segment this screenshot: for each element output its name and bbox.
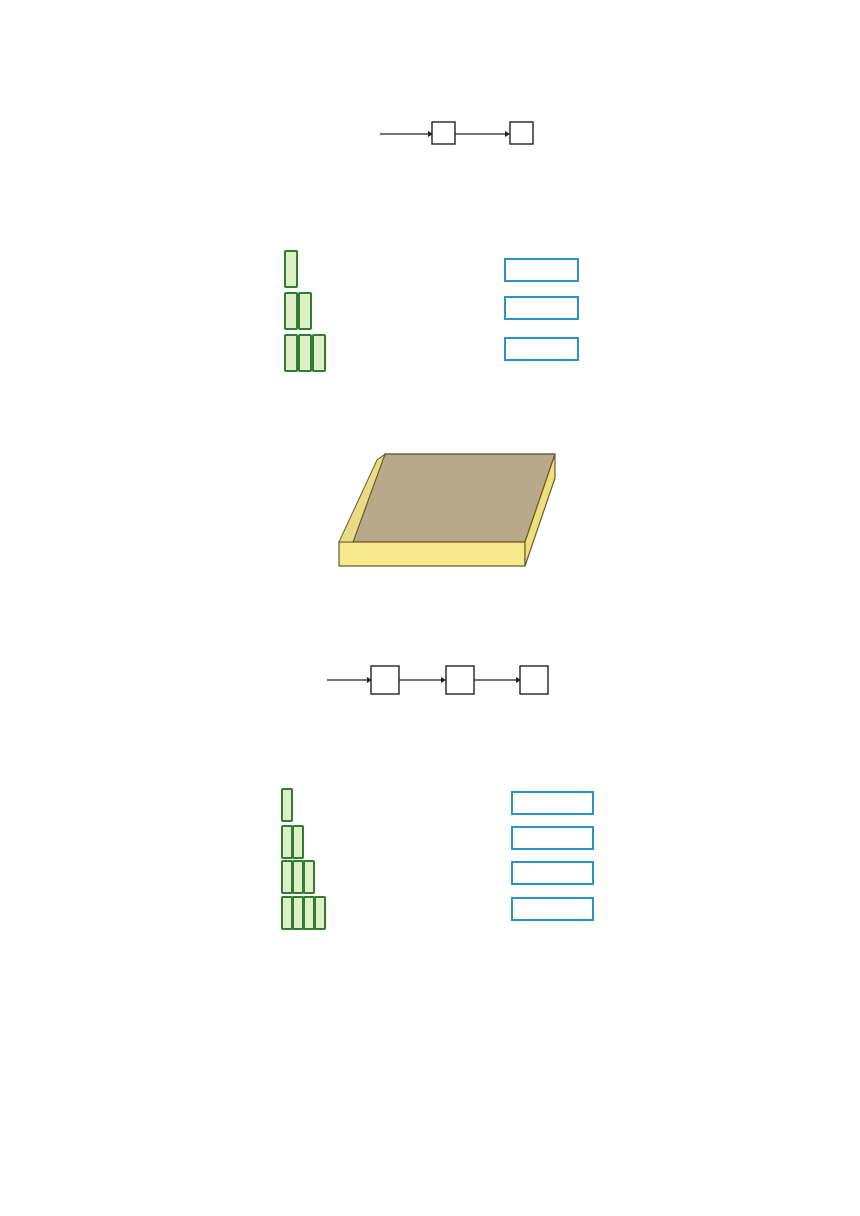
add-four-sequence-diagram xyxy=(305,656,560,700)
balloon-sequence-diagram xyxy=(330,112,570,172)
answer-box[interactable] xyxy=(446,666,474,694)
bead-column xyxy=(284,250,298,288)
rhyme-box xyxy=(504,296,579,320)
bead-column xyxy=(292,825,304,859)
bead-column xyxy=(298,334,312,372)
rhyme-box xyxy=(511,791,594,815)
rhyme-box xyxy=(504,258,579,282)
bead-column xyxy=(284,292,298,330)
rhyme-box xyxy=(511,826,594,850)
rhyme-box xyxy=(511,861,594,885)
bead-column xyxy=(298,292,312,330)
bead-column xyxy=(284,334,298,372)
answer-box[interactable] xyxy=(371,666,399,694)
answer-box[interactable] xyxy=(432,122,455,144)
bead-column xyxy=(314,896,326,930)
answer-box[interactable] xyxy=(520,666,548,694)
answer-box[interactable] xyxy=(510,122,533,144)
rhyme-box xyxy=(504,337,579,361)
bead-column xyxy=(303,860,315,894)
bead-column xyxy=(312,334,326,372)
tangyuan-box-illustration xyxy=(335,450,560,570)
bead-column xyxy=(281,788,293,822)
rhyme-box xyxy=(511,897,594,921)
